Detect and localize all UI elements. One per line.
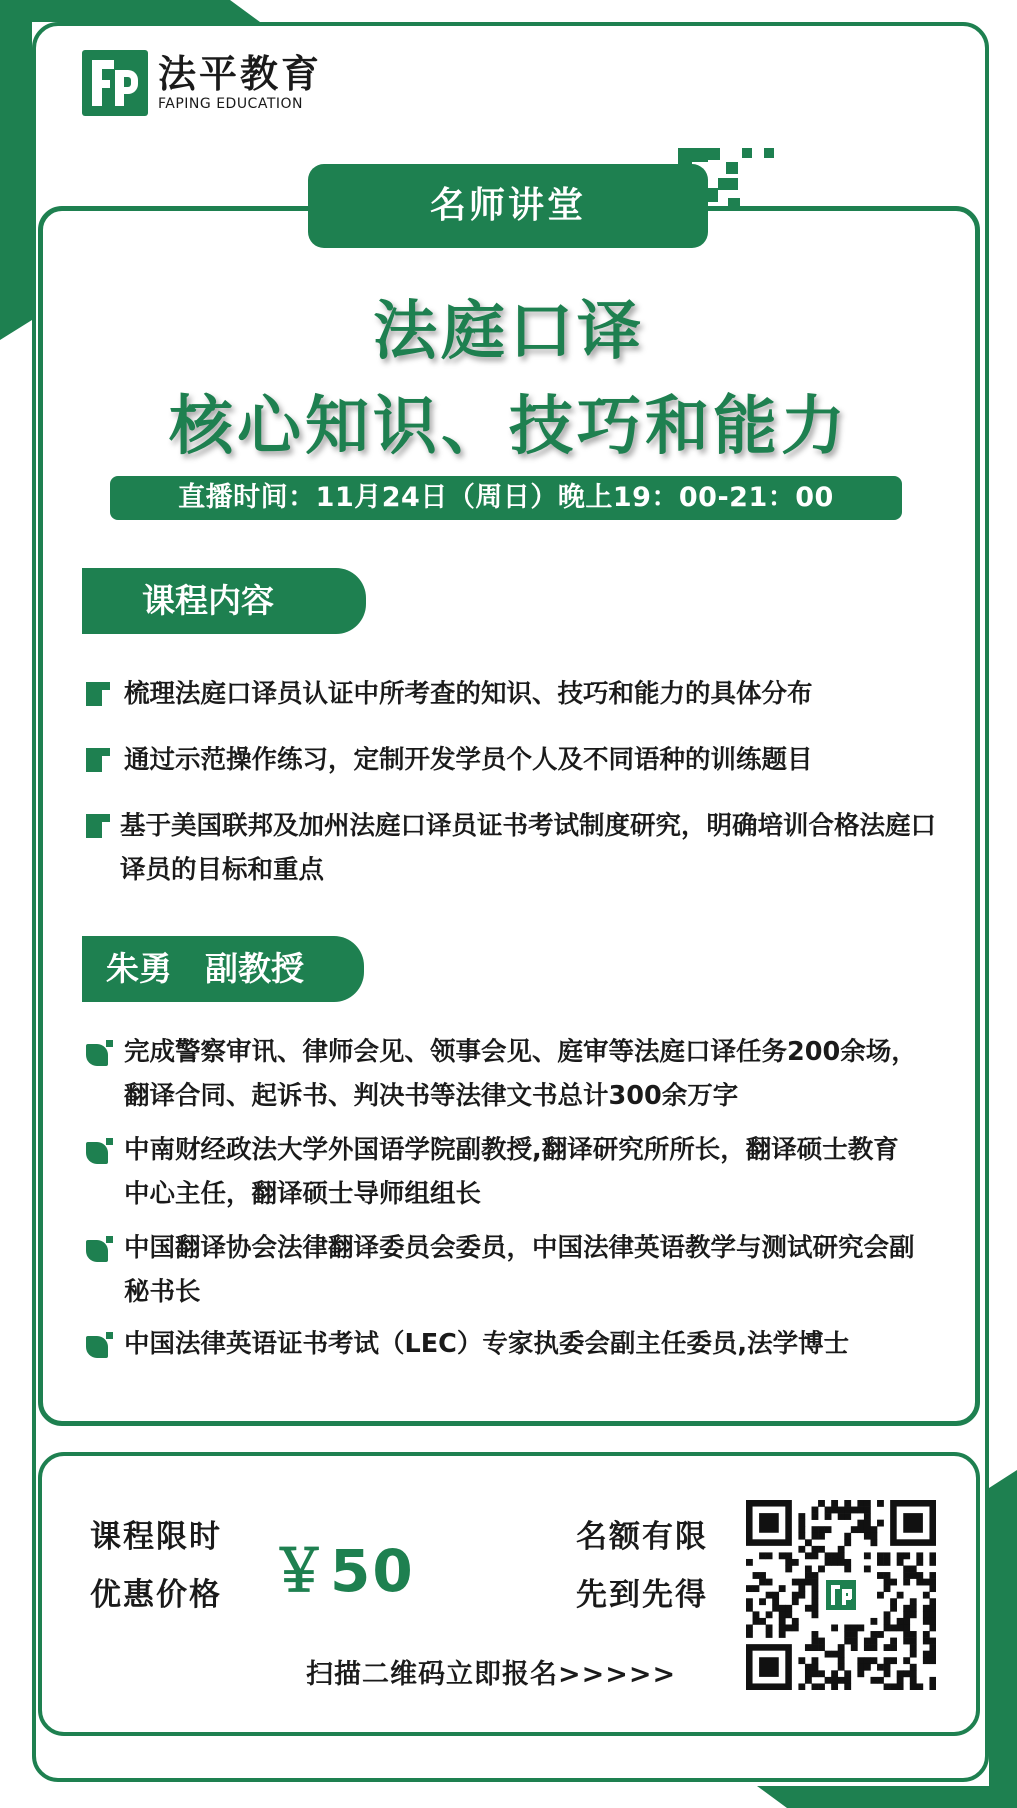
brand-logo [82,50,322,116]
promo-left-line-1: 课程限时 [90,1519,222,1555]
promo-left-text [90,1508,222,1624]
promo-left-line-2: 优惠价格 [90,1577,222,1613]
course-list-item: 通过示范操作练习，定制开发学员个人及不同语种的训练题目 [86,738,946,782]
course-list-item: 基于美国联邦及加州法庭口译员证书考试制度研究，明确培训合格法庭口译员的目标和重点 [86,804,946,892]
course-price: ￥50 [270,1537,415,1605]
scan-qr-prompt: 扫描二维码立即报名>>>>> [306,1659,677,1690]
course-list-item: 梳理法庭口译员认证中所考查的知识、技巧和能力的具体分布 [86,672,946,716]
square-bullet-icon [86,748,110,772]
promo-right-line-2: 先到先得 [576,1577,708,1613]
headline-line-1: 法庭口译 [373,295,645,369]
promo-right-text [576,1508,708,1624]
course-content-heading: 课程内容 [82,568,366,634]
teacher-list-item: 中南财经政法大学外国语学院副教授,翻译研究所所长，翻译硕士教育中心主任，翻译硕士导师组组长 [86,1128,922,1216]
leaf-bullet-icon [86,1040,112,1066]
square-bullet-icon [86,682,110,706]
teacher-list-item: 完成警察审讯、律师会见、领事会见、庭审等法庭口译任务200余场，翻译合同、起诉书、判决书等法律文书总计300余万字 [86,1030,922,1118]
brand-name-cn: 法平教育 [158,52,323,96]
section-tab-title: 名师讲堂 [308,164,708,248]
square-bullet-icon [86,814,110,838]
headline-line-2: 核心知识、技巧和能力 [169,390,849,464]
registration-qr-code-icon[interactable] [746,1500,936,1690]
teacher-heading: 朱勇 副教授 [82,936,364,1002]
brand-name-en: FAPING EDUCATION [158,96,303,112]
live-time-banner: 直播时间：11月24日（周日）晚上19：00-21：00 [110,476,902,520]
leaf-bullet-icon [86,1332,112,1358]
leaf-bullet-icon [86,1236,112,1262]
leaf-bullet-icon [86,1138,112,1164]
promo-right-line-1: 名额有限 [576,1519,708,1555]
fp-logo-icon [82,50,148,116]
teacher-list-item: 中国翻译协会法律翻译委员会委员，中国法律英语教学与测试研究会副秘书长 [86,1226,922,1314]
teacher-list-item: 中国法律英语证书考试（LEC）专家执委会副主任委员,法学博士 [86,1322,946,1366]
